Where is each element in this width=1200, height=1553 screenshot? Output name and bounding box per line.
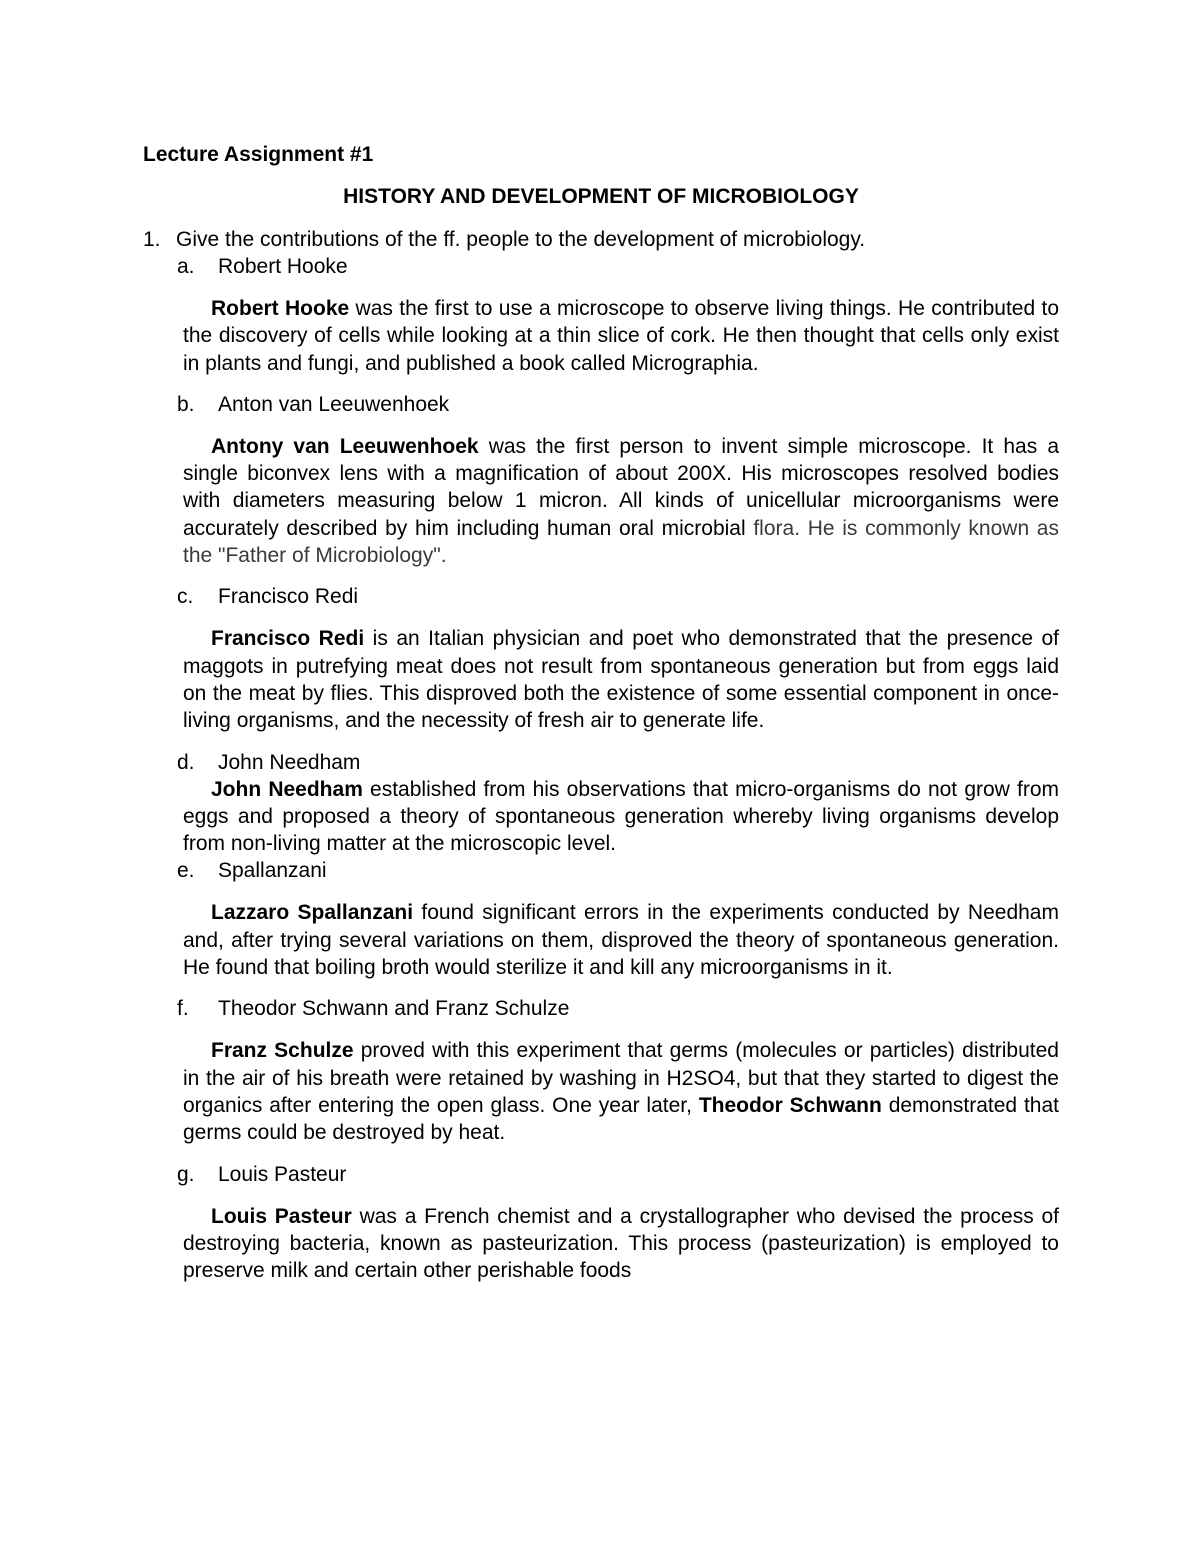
item-letter: c. <box>177 585 194 609</box>
answer-paragraph-d <box>183 776 1059 858</box>
answer-text: was the first person to invent simple microscope. It has a single biconvex lens with a magnification of about 200X. His microscopes resolved bodies with diameters measuring below 1 micron. All kinds of unicellular microorganisms were accurately described by him including human oral microbial <box>183 434 1059 540</box>
item-label-e <box>177 857 1059 884</box>
item-label-b <box>177 391 1059 418</box>
person-name: Lazzaro Spallanzani <box>211 901 414 925</box>
answer-paragraph-f <box>183 1037 1059 1146</box>
item-name: Louis Pasteur <box>218 1162 347 1186</box>
item-name: Spallanzani <box>218 859 327 883</box>
person-name: Louis Pasteur <box>211 1204 352 1228</box>
question-1 <box>143 226 1059 253</box>
item-letter: f. <box>177 997 189 1021</box>
document-title: HISTORY AND DEVELOPMENT OF MICROBIOLOGY <box>343 185 859 208</box>
person-name: Franz Schulze <box>211 1039 354 1063</box>
item-letter: d. <box>177 750 195 774</box>
answer-text-2: demonstrated that germs could be destroyed by heat. <box>183 1093 1059 1145</box>
answer-paragraph-b <box>183 433 1059 569</box>
answer-paragraph-c <box>183 625 1059 734</box>
assignment-heading: Lecture Assignment #1 <box>143 143 374 166</box>
item-label-a <box>177 253 1059 280</box>
item-letter: a. <box>177 255 195 278</box>
answer-text: was a French chemist and a crystallographer who devised the process of destroying bacteria, known as pasteurization. This process (pasteurization) is employed to preserve milk and certain other perishable foods <box>183 1204 1059 1283</box>
item-label-g <box>177 1161 1059 1188</box>
item-letter: g. <box>177 1162 195 1186</box>
answer-text-end: flora. He is commonly known as the "Father of Microbiology". <box>183 516 1059 568</box>
question-number: 1. <box>143 228 161 251</box>
item-letter: e. <box>177 859 195 883</box>
item-name: John Needham <box>218 750 361 774</box>
answer-text: was the first to use a microscope to observe living things. He contributed to the discovery of cells while looking at a thin slice of cork. He then thought that cells only exist in plants and fungi, and published a book called Micrographia. <box>183 297 1059 375</box>
item-letter: b. <box>177 392 195 416</box>
item-name: Theodor Schwann and Franz Schulze <box>218 997 570 1021</box>
answer-paragraph-g <box>183 1203 1059 1285</box>
question-text: Give the contributions of the ff. people to the development of microbiology. <box>176 228 866 251</box>
person-name: Robert Hooke <box>211 297 350 320</box>
item-name: Francisco Redi <box>218 585 359 609</box>
person-name: Francisco Redi <box>211 627 365 651</box>
answer-text: proved with this experiment that germs (molecules or particles) distributed in the air of his breath were retained by washing in H2SO4, but that they started to digest the organics after entering the open glass. One year later, <box>183 1039 1059 1117</box>
item-label-d <box>177 749 1059 776</box>
answer-text: established from his observations that micro-organisms do not grow from eggs and proposed a theory of spontaneous generation whereby living organisms develop from non-living matter at the microscopic level. <box>183 777 1060 856</box>
answer-paragraph-e <box>183 899 1059 981</box>
item-name: Robert Hooke <box>218 255 348 278</box>
answer-text: found significant errors in the experiments conducted by Needham and, after trying several variations on them, disproved the theory of spontaneous generation. He found that boiling broth would sterilize it and kill any microorganisms in it. <box>183 901 1059 980</box>
item-name: Anton van Leeuwenhoek <box>218 392 450 416</box>
answer-paragraph-a <box>183 295 1059 377</box>
item-label-c <box>177 583 1059 610</box>
answer-text: is an Italian physician and poet who demonstrated that the presence of maggots in putrefying meat does not result from spontaneous generation but from eggs laid on the meat by flies. This disproved both the existence of some essential component in once-living organisms, and the necessity of fresh air to generate life. <box>183 627 1059 733</box>
person-name-2: Theodor Schwann <box>698 1093 882 1117</box>
person-name: John Needham <box>211 777 363 801</box>
item-label-f <box>177 995 1059 1022</box>
person-name: Antony van Leeuwenhoek <box>211 434 479 458</box>
